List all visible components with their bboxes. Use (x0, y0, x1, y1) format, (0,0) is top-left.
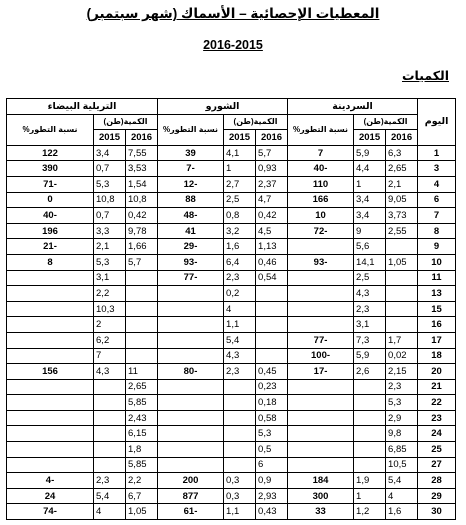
trawl-2015-cell: 5,3 (94, 254, 126, 270)
trawl-2015-cell: 5,3 (94, 176, 126, 192)
trawl-pct-cell (7, 317, 94, 333)
sardine-2016-cell: 2,15 (386, 364, 418, 380)
trawl-pct-cell (7, 457, 94, 473)
chourou-2015-cell: 4 (224, 301, 256, 317)
chourou-pct-cell: -61 (158, 504, 224, 520)
trawl-pct-cell: -40 (7, 208, 94, 224)
chourou-2016-cell: 6 (256, 457, 288, 473)
trawl-2015-cell: 2 (94, 317, 126, 333)
day-cell: 21 (418, 379, 456, 395)
day-cell: 10 (418, 254, 456, 270)
day-cell: 17 (418, 332, 456, 348)
sardine-pct-cell (288, 395, 354, 411)
trawl-2016-cell: 6,15 (126, 426, 158, 442)
chourou-2015-cell: 4,3 (224, 348, 256, 364)
table-row (7, 192, 456, 208)
day-cell: 30 (418, 504, 456, 520)
chourou-2015-cell: 0,3 (224, 488, 256, 504)
sardine-pct-cell: 300 (288, 488, 354, 504)
chourou-2015-cell: 2,5 (224, 192, 256, 208)
day-cell: 22 (418, 395, 456, 411)
chourou-2016-cell: 1,13 (256, 239, 288, 255)
chourou-2015-cell (224, 395, 256, 411)
chourou-2016-cell (256, 348, 288, 364)
year-2016-header: 2016 (256, 130, 288, 146)
trawl-pct-cell: 24 (7, 488, 94, 504)
sardine-2016-cell: 3,73 (386, 208, 418, 224)
chourou-2016-cell: 0,9 (256, 473, 288, 489)
day-cell: 1 (418, 145, 456, 161)
table-row (7, 442, 456, 458)
sardine-2016-cell: 1,05 (386, 254, 418, 270)
chourou-pct-cell (158, 301, 224, 317)
trawl-pct-cell (7, 426, 94, 442)
sardine-pct-cell (288, 317, 354, 333)
trawl-2016-cell (126, 286, 158, 302)
trawl-pct-cell (7, 286, 94, 302)
sardine-pct-cell: 33 (288, 504, 354, 520)
trawl-pct-cell: 122 (7, 145, 94, 161)
chourou-pct-cell (158, 426, 224, 442)
trawl-2015-cell (94, 410, 126, 426)
sardine-pct-cell: 110 (288, 176, 354, 192)
trawl-pct-cell: 156 (7, 364, 94, 380)
sardine-2015-cell: 3,4 (354, 192, 386, 208)
sardine-pct-cell (288, 457, 354, 473)
chourou-2015-cell: 1,1 (224, 317, 256, 333)
trawl-2016-cell: 1,05 (126, 504, 158, 520)
group-header-sardine: السردينة (288, 99, 418, 115)
trawl-2015-cell: 5,4 (94, 488, 126, 504)
table-row (7, 332, 456, 348)
trawl-2015-cell: 3,4 (94, 145, 126, 161)
group-header-chourou: الشورو (158, 99, 288, 115)
sardine-2016-cell: 5,4 (386, 473, 418, 489)
trawl-pct-cell: -74 (7, 504, 94, 520)
trawl-2015-cell: 7 (94, 348, 126, 364)
chourou-2015-cell: 0,3 (224, 473, 256, 489)
trawl-pct-cell: -4 (7, 473, 94, 489)
trawl-2015-cell: 2,1 (94, 239, 126, 255)
chourou-2016-cell (256, 317, 288, 333)
sardine-pct-cell: 184 (288, 473, 354, 489)
trawl-2016-cell: 5,85 (126, 395, 158, 411)
sardine-2015-cell: 14,1 (354, 254, 386, 270)
trawl-2016-cell: 3,53 (126, 161, 158, 177)
sardine-pct-cell: -40 (288, 161, 354, 177)
trawl-2015-cell: 3,3 (94, 223, 126, 239)
trawl-2015-cell (94, 395, 126, 411)
year-2015-header: 2015 (354, 130, 386, 146)
table-row (7, 270, 456, 286)
sardine-pct-cell (288, 239, 354, 255)
chourou-2015-cell (224, 457, 256, 473)
chourou-pct-cell (158, 410, 224, 426)
sardine-2016-cell (386, 317, 418, 333)
sardine-2016-cell: 2,55 (386, 223, 418, 239)
day-cell: 16 (418, 317, 456, 333)
chourou-2015-cell: 1,6 (224, 239, 256, 255)
qty-header: الكمية(طن) (354, 114, 418, 130)
trawl-2015-cell (94, 457, 126, 473)
sardine-2015-cell: 3,1 (354, 317, 386, 333)
day-cell: 27 (418, 457, 456, 473)
sardine-2015-cell: 2,6 (354, 364, 386, 380)
chourou-2015-cell: 2,7 (224, 176, 256, 192)
sardine-2016-cell: 1,7 (386, 332, 418, 348)
trawl-pct-cell (7, 379, 94, 395)
table-row (7, 239, 456, 255)
sardine-pct-cell (288, 442, 354, 458)
chourou-2015-cell (224, 379, 256, 395)
trawl-2016-cell: 5,7 (126, 254, 158, 270)
trawl-pct-cell (7, 348, 94, 364)
sardine-pct-cell: -93 (288, 254, 354, 270)
sardine-2015-cell: 1,2 (354, 504, 386, 520)
table-row (7, 395, 456, 411)
sardine-2015-cell: 7,3 (354, 332, 386, 348)
chourou-2015-cell: 1,1 (224, 504, 256, 520)
trawl-2015-cell: 0,7 (94, 161, 126, 177)
trawl-2015-cell: 10,8 (94, 192, 126, 208)
table-row (7, 208, 456, 224)
chourou-pct-cell (158, 286, 224, 302)
chourou-pct-cell (158, 442, 224, 458)
chourou-2016-cell: 0,18 (256, 395, 288, 411)
sardine-2015-cell: 4,3 (354, 286, 386, 302)
years-heading: 2016-2015 (203, 38, 263, 52)
sardine-2016-cell: 1,6 (386, 504, 418, 520)
trawl-2016-cell: 2,43 (126, 410, 158, 426)
table-row (7, 161, 456, 177)
table-body (7, 145, 456, 519)
table-row (7, 301, 456, 317)
chourou-2016-cell: 5,7 (256, 145, 288, 161)
chourou-2016-cell: 0,23 (256, 379, 288, 395)
day-cell: 18 (418, 348, 456, 364)
sardine-2016-cell: 6,3 (386, 145, 418, 161)
chourou-pct-cell: -29 (158, 239, 224, 255)
trawl-2016-cell: 0,42 (126, 208, 158, 224)
trawl-2015-cell: 0,7 (94, 208, 126, 224)
sardine-2016-cell: 9,05 (386, 192, 418, 208)
chourou-2016-cell: 0,54 (256, 270, 288, 286)
sardine-pct-cell (288, 410, 354, 426)
trawl-2015-cell: 4 (94, 504, 126, 520)
sardine-pct-cell: -100 (288, 348, 354, 364)
sardine-2016-cell: 0,02 (386, 348, 418, 364)
qty-header: الكمية(طن) (224, 114, 288, 130)
chourou-pct-cell (158, 348, 224, 364)
sardine-2015-cell (354, 442, 386, 458)
chourou-2015-cell: 5,4 (224, 332, 256, 348)
chourou-2015-cell: 0,2 (224, 286, 256, 302)
table-row (7, 379, 456, 395)
trawl-2016-cell (126, 301, 158, 317)
chourou-2016-cell: 5,3 (256, 426, 288, 442)
trawl-2016-cell: 1,54 (126, 176, 158, 192)
sardine-2016-cell (386, 270, 418, 286)
chourou-pct-cell (158, 317, 224, 333)
sardine-2015-cell: 5,6 (354, 239, 386, 255)
sardine-2015-cell: 1 (354, 488, 386, 504)
day-cell: 11 (418, 270, 456, 286)
trawl-pct-cell: 196 (7, 223, 94, 239)
chourou-2015-cell: 4,1 (224, 145, 256, 161)
chourou-pct-cell: 200 (158, 473, 224, 489)
trawl-2016-cell: 10,8 (126, 192, 158, 208)
trawl-2016-cell (126, 348, 158, 364)
chourou-2015-cell: 2,3 (224, 364, 256, 380)
trawl-2015-cell: 3,1 (94, 270, 126, 286)
trawl-pct-cell (7, 410, 94, 426)
trawl-2015-cell (94, 426, 126, 442)
day-cell: 4 (418, 176, 456, 192)
table-row (7, 286, 456, 302)
table-row (7, 457, 456, 473)
trawl-2015-cell (94, 379, 126, 395)
sardine-2016-cell: 9,8 (386, 426, 418, 442)
sardine-2015-cell: 1,9 (354, 473, 386, 489)
chourou-2016-cell: 0,5 (256, 442, 288, 458)
day-cell: 25 (418, 442, 456, 458)
trawl-2016-cell: 11 (126, 364, 158, 380)
chourou-2016-cell: 0,93 (256, 161, 288, 177)
chourou-2015-cell (224, 410, 256, 426)
chourou-pct-cell (158, 395, 224, 411)
chourou-pct-cell: 877 (158, 488, 224, 504)
day-cell: 7 (418, 208, 456, 224)
sardine-2015-cell: 4,4 (354, 161, 386, 177)
chourou-pct-cell (158, 332, 224, 348)
quantities-table (6, 98, 456, 520)
chourou-2015-cell (224, 426, 256, 442)
chourou-pct-cell (158, 379, 224, 395)
sardine-2016-cell: 4 (386, 488, 418, 504)
chourou-2015-cell: 6,4 (224, 254, 256, 270)
table-row (7, 145, 456, 161)
day-cell: 3 (418, 161, 456, 177)
sardine-pct-cell: 7 (288, 145, 354, 161)
sardine-pct-cell (288, 301, 354, 317)
day-cell: 23 (418, 410, 456, 426)
chourou-pct-cell: -7 (158, 161, 224, 177)
sardine-2016-cell: 2,3 (386, 379, 418, 395)
sardine-2015-cell (354, 395, 386, 411)
sardine-2015-cell: 1 (354, 176, 386, 192)
trawl-2016-cell (126, 270, 158, 286)
day-cell: 9 (418, 239, 456, 255)
chourou-2015-cell: 3,2 (224, 223, 256, 239)
chourou-2016-cell (256, 301, 288, 317)
chourou-2015-cell: 1 (224, 161, 256, 177)
chourou-2016-cell: 0,43 (256, 504, 288, 520)
trawl-pct-cell: 390 (7, 161, 94, 177)
chourou-2015-cell: 0,8 (224, 208, 256, 224)
day-cell: 6 (418, 192, 456, 208)
day-header: اليوم (418, 99, 456, 146)
trawl-pct-cell (7, 301, 94, 317)
sardine-2016-cell (386, 301, 418, 317)
chourou-2015-cell: 2,3 (224, 270, 256, 286)
pct-header: نسبة التطور% (158, 114, 224, 145)
chourou-2016-cell (256, 286, 288, 302)
table-row (7, 473, 456, 489)
sardine-2016-cell: 2,1 (386, 176, 418, 192)
sardine-pct-cell: -72 (288, 223, 354, 239)
sardine-2016-cell: 6,85 (386, 442, 418, 458)
trawl-2015-cell: 10,3 (94, 301, 126, 317)
day-cell: 15 (418, 301, 456, 317)
sardine-2015-cell (354, 410, 386, 426)
trawl-2016-cell: 5,85 (126, 457, 158, 473)
sardine-pct-cell (288, 286, 354, 302)
table-row (7, 317, 456, 333)
trawl-2016-cell: 2,65 (126, 379, 158, 395)
chourou-pct-cell: 88 (158, 192, 224, 208)
table-row (7, 364, 456, 380)
year-2015-header: 2015 (224, 130, 256, 146)
trawl-2016-cell: 7,55 (126, 145, 158, 161)
chourou-2016-cell (256, 332, 288, 348)
chourou-2016-cell: 4,7 (256, 192, 288, 208)
chourou-pct-cell (158, 457, 224, 473)
sardine-2016-cell: 10,5 (386, 457, 418, 473)
chourou-2016-cell: 0,42 (256, 208, 288, 224)
qty-header: الكمية(طن) (94, 114, 158, 130)
chourou-2016-cell: 2,93 (256, 488, 288, 504)
trawl-2015-cell: 4,3 (94, 364, 126, 380)
trawl-2015-cell: 6,2 (94, 332, 126, 348)
chourou-2015-cell (224, 442, 256, 458)
sardine-pct-cell (288, 270, 354, 286)
sardine-pct-cell: -77 (288, 332, 354, 348)
trawl-pct-cell (7, 332, 94, 348)
sardine-pct-cell (288, 379, 354, 395)
sardine-2015-cell: 2,5 (354, 270, 386, 286)
day-cell: 29 (418, 488, 456, 504)
sardine-pct-cell: -17 (288, 364, 354, 380)
trawl-pct-cell: 0 (7, 192, 94, 208)
sardine-2016-cell: 2,65 (386, 161, 418, 177)
sardine-2015-cell: 5,9 (354, 348, 386, 364)
pct-header: نسبة التطور% (288, 114, 354, 145)
trawl-2016-cell: 9,78 (126, 223, 158, 239)
table-row (7, 410, 456, 426)
trawl-2016-cell: 1,66 (126, 239, 158, 255)
trawl-2016-cell: 2,2 (126, 473, 158, 489)
trawl-pct-cell: 8 (7, 254, 94, 270)
trawl-pct-cell: -21 (7, 239, 94, 255)
chourou-2016-cell: 0,58 (256, 410, 288, 426)
day-cell: 20 (418, 364, 456, 380)
group-header-white-trawl: التريلية البيضاء (7, 99, 158, 115)
pct-header: نسبة التطور% (7, 114, 94, 145)
sardine-2016-cell (386, 239, 418, 255)
section-heading: الكميات (402, 69, 449, 83)
trawl-pct-cell (7, 395, 94, 411)
trawl-2016-cell (126, 332, 158, 348)
table-row (7, 504, 456, 520)
chourou-pct-cell: -48 (158, 208, 224, 224)
chourou-pct-cell: -12 (158, 176, 224, 192)
sardine-2015-cell (354, 379, 386, 395)
trawl-2016-cell (126, 317, 158, 333)
chourou-2016-cell: 4,5 (256, 223, 288, 239)
sardine-2015-cell: 5,9 (354, 145, 386, 161)
table-row (7, 426, 456, 442)
table-row (7, 348, 456, 364)
chourou-pct-cell: -77 (158, 270, 224, 286)
day-cell: 28 (418, 473, 456, 489)
chourou-pct-cell: 41 (158, 223, 224, 239)
sardine-pct-cell: 166 (288, 192, 354, 208)
day-cell: 8 (418, 223, 456, 239)
year-2015-header: 2015 (94, 130, 126, 146)
sardine-2015-cell: 2,3 (354, 301, 386, 317)
trawl-2015-cell (94, 442, 126, 458)
sardine-2016-cell: 2,9 (386, 410, 418, 426)
sardine-2016-cell: 5,3 (386, 395, 418, 411)
trawl-pct-cell (7, 270, 94, 286)
day-cell: 13 (418, 286, 456, 302)
sardine-2015-cell (354, 457, 386, 473)
chourou-pct-cell: 39 (158, 145, 224, 161)
trawl-2015-cell: 2,2 (94, 286, 126, 302)
trawl-2016-cell: 6,7 (126, 488, 158, 504)
day-cell: 24 (418, 426, 456, 442)
chourou-2016-cell: 2,37 (256, 176, 288, 192)
chourou-2016-cell: 0,45 (256, 364, 288, 380)
sardine-2015-cell (354, 426, 386, 442)
chourou-pct-cell: -80 (158, 364, 224, 380)
table-row (7, 176, 456, 192)
sardine-2016-cell (386, 286, 418, 302)
table-row (7, 223, 456, 239)
trawl-pct-cell: -71 (7, 176, 94, 192)
sardine-pct-cell (288, 426, 354, 442)
trawl-2015-cell: 2,3 (94, 473, 126, 489)
year-2016-header: 2016 (126, 130, 158, 146)
year-2016-header: 2016 (386, 130, 418, 146)
table-row (7, 488, 456, 504)
sardine-pct-cell: 10 (288, 208, 354, 224)
sardine-2015-cell: 3,4 (354, 208, 386, 224)
table-row (7, 254, 456, 270)
sardine-2015-cell: 9 (354, 223, 386, 239)
chourou-2016-cell: 0,46 (256, 254, 288, 270)
trawl-2016-cell: 1,8 (126, 442, 158, 458)
document-title: المعطيات الإحصائية – الأسماك (شهر سبتمبر) (86, 6, 380, 21)
trawl-pct-cell (7, 442, 94, 458)
chourou-pct-cell: -93 (158, 254, 224, 270)
